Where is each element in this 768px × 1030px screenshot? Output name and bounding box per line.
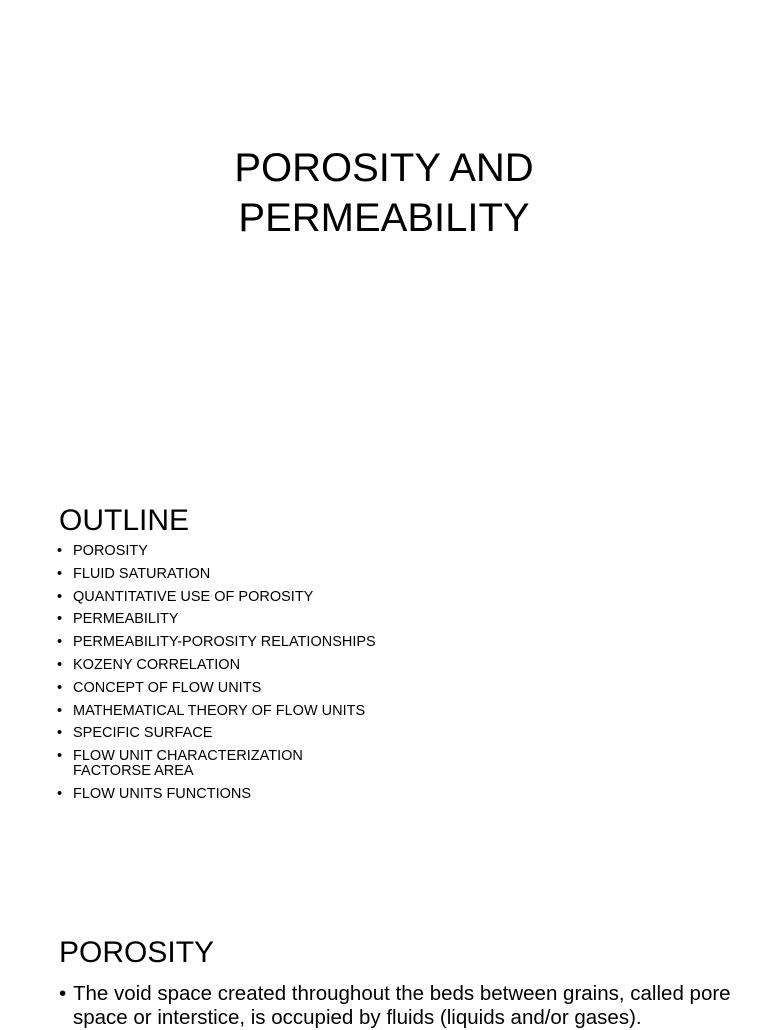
list-item	[57, 590, 417, 605]
outline-list	[57, 544, 417, 810]
bullet-icon: •	[57, 702, 63, 719]
list-item	[57, 635, 417, 650]
list-item-label: CONCEPT OF FLOW UNITS	[73, 679, 262, 696]
porosity-slide	[0, 864, 768, 1029]
list-item-label: MATHEMATICAL THEORY OF FLOW UNITS	[73, 702, 366, 719]
bullet-icon: •	[57, 679, 63, 696]
bullet-icon: •	[57, 785, 63, 802]
list-item-label: SPECIFIC SURFACE	[73, 725, 213, 742]
list-item-label: POROSITY	[73, 543, 148, 559]
porosity-body-list	[59, 982, 739, 1030]
list-item-label: PERMEABILITY	[73, 611, 179, 628]
bullet-icon: •	[57, 588, 63, 605]
list-item	[57, 749, 313, 779]
list-item	[59, 982, 739, 1030]
bullet-icon: •	[57, 748, 63, 765]
title-line-2: PERMEABILITY	[238, 195, 530, 240]
presentation-title	[0, 143, 768, 243]
outline-heading: OUTLINE	[59, 503, 190, 537]
list-item	[57, 704, 417, 719]
bullet-icon: •	[57, 611, 63, 628]
list-item	[57, 612, 417, 627]
list-item	[57, 726, 417, 741]
bullet-icon: •	[57, 656, 63, 673]
bullet-icon: •	[57, 543, 63, 559]
list-item	[57, 544, 417, 559]
list-item-label: FLUID SATURATION	[73, 565, 211, 582]
porosity-body-text: The void space created throughout the beds between grains, called pore space or interstice, is occupied by fluids (liquids and/or gases).	[73, 982, 731, 1029]
list-item-label: QUANTITATIVE USE OF POROSITY	[73, 588, 314, 605]
list-item-label: FLOW UNITS FUNCTIONS	[73, 785, 252, 802]
title-line-1: POROSITY AND	[234, 145, 534, 190]
list-item	[57, 658, 417, 673]
bullet-icon: •	[57, 565, 63, 582]
title-slide	[0, 0, 768, 432]
bullet-icon: •	[57, 725, 63, 742]
list-item	[57, 787, 417, 802]
list-item	[57, 567, 417, 582]
outline-slide	[0, 432, 768, 864]
list-item-label: PERMEABILITY-POROSITY RELATIONSHIPS	[73, 634, 376, 651]
list-item-label: FLOW UNIT CHARACTERIZATION FACTORSE AREA	[73, 748, 303, 780]
porosity-heading: POROSITY	[59, 935, 215, 969]
bullet-icon: •	[59, 982, 67, 1005]
list-item	[57, 681, 417, 696]
list-item-label: KOZENY CORRELATION	[73, 656, 241, 673]
bullet-icon: •	[57, 634, 63, 651]
